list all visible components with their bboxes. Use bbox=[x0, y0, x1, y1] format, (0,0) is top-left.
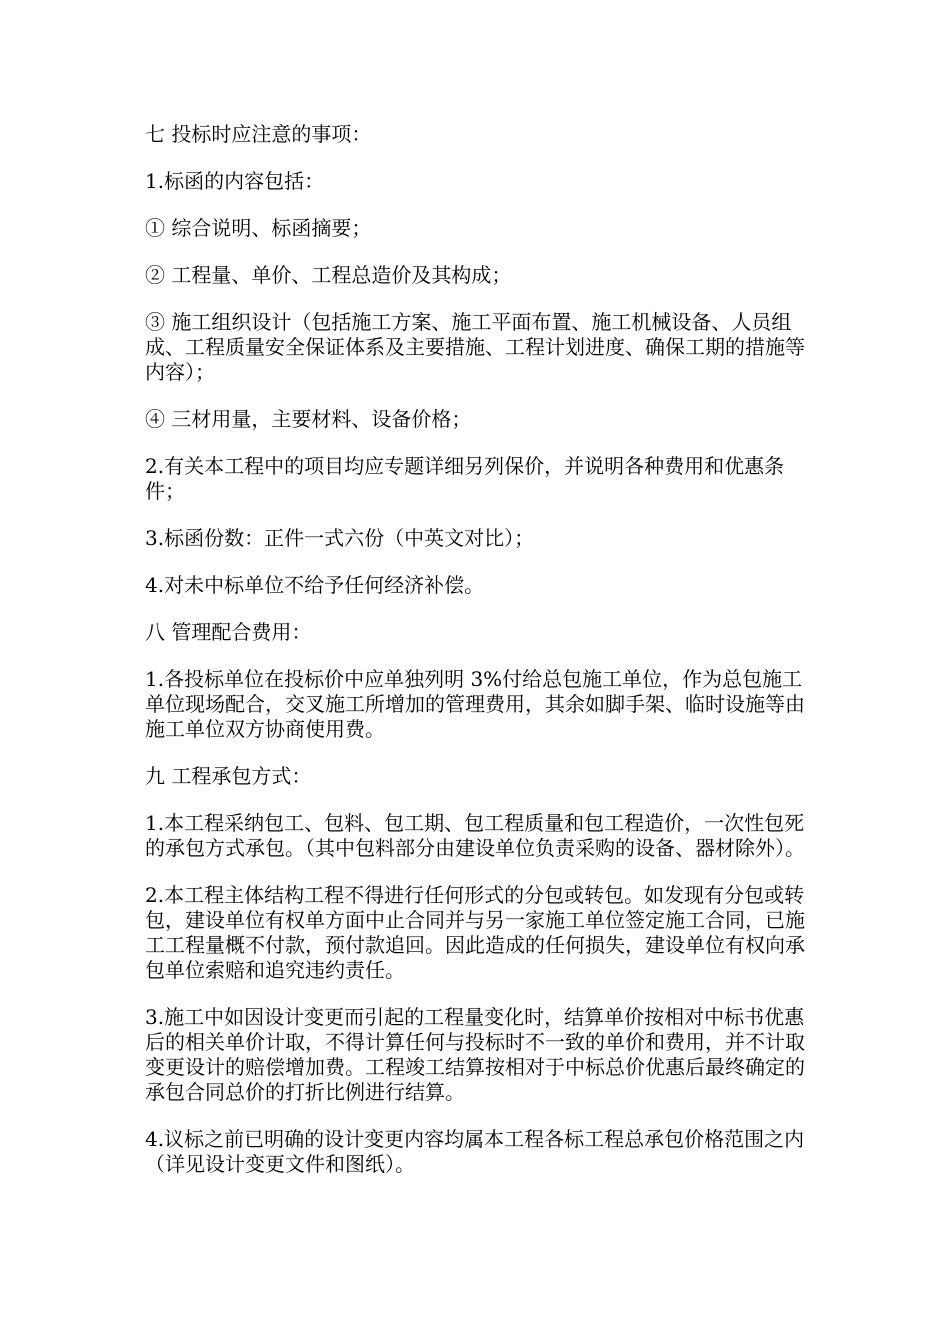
paragraph: 2.本工程主体结构工程不得进行任何形式的分包或转包。如发现有分包或转包，建设单位有权单方面中止合同并与另一家施工单位签定施工合同，已施工工程量概不付款，预付款追回。因此造成的任何损失，建设单位有权向承包单位索赔和追究违约责任。 bbox=[145, 883, 805, 982]
paragraph: 3.施工中如因设计变更而引起的工程量变化时，结算单价按相对中标书优惠后的相关单价计取，不得计算任何与投标时不一致的单价和费用，并不计取变更设计的赔偿增加费。工程竣工结算按相对于中标总价优惠后最终确定的承包合同总价的打折比例进行结算。 bbox=[145, 1005, 805, 1104]
section-heading-nine: 九 工程承包方式： bbox=[145, 764, 312, 788]
list-item: ① 综合说明、标函摘要； bbox=[145, 216, 372, 240]
paragraph: 4.对未中标单位不给予任何经济补偿。 bbox=[145, 573, 485, 597]
paragraph: 1.本工程采纳包工、包料、包工期、包工程质量和包工程造价，一次性包死的承包方式承包。（其中包料部分由建设单位负责采购的设备、器材除外）。 bbox=[145, 811, 805, 860]
list-item: ② 工程量、单价、工程总造价及其构成； bbox=[145, 263, 512, 287]
section-heading-seven: 七 投标时应注意的事项： bbox=[145, 122, 372, 146]
paragraph: 4.议标之前已明确的设计变更内容均属本工程各标工程总承包价格范围之内（详见设计变更文件和图纸）。 bbox=[145, 1127, 805, 1176]
paragraph: 1.标函的内容包括： bbox=[145, 169, 325, 193]
list-item: ③ 施工组织设计（包括施工方案、施工平面布置、施工机械设备、人员组成、工程质量安全保证体系及主要措施、工程计划进度、确保工期的措施等内容）； bbox=[145, 310, 805, 384]
section-heading-eight: 八 管理配合费用： bbox=[145, 620, 312, 644]
document-body bbox=[145, 122, 810, 1199]
list-item: ④ 三材用量，主要材料、设备价格； bbox=[145, 407, 472, 431]
paragraph: 1.各投标单位在投标价中应单独列明 3%付给总包施工单位，作为总包施工单位现场配合，交叉施工所增加的管理费用，其余如脚手架、临时设施等由施工单位双方协商使用费。 bbox=[145, 667, 805, 741]
paragraph: 3.标函份数：正件一式六份（中英文对比）； bbox=[145, 526, 535, 550]
paragraph: 2.有关本工程中的项目均应专题详细另列保价，并说明各种费用和优惠条件； bbox=[145, 454, 785, 503]
